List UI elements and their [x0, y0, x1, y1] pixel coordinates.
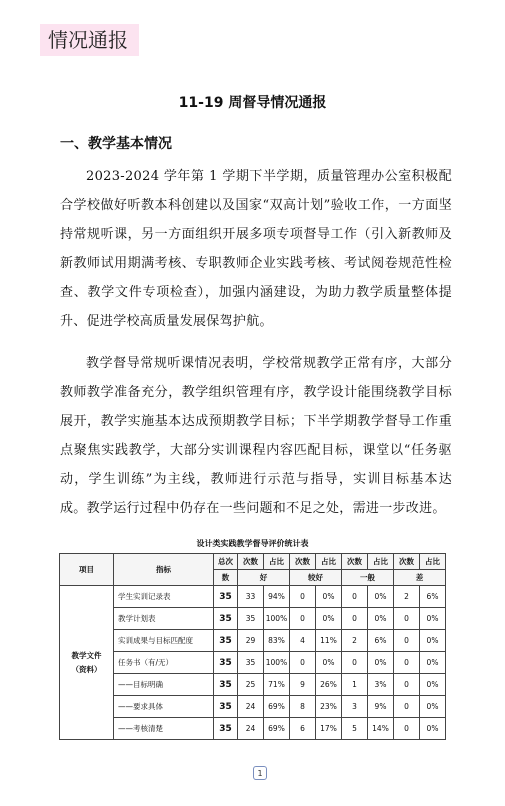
count-cell: 0	[290, 652, 316, 674]
ratio-cell: 0%	[316, 608, 342, 630]
count-cell: 24	[238, 718, 264, 740]
indicator-cell: 实训成果与目标匹配度	[114, 630, 214, 652]
ratio-cell: 83%	[264, 630, 290, 652]
ratio-cell: 17%	[316, 718, 342, 740]
table-row	[60, 674, 446, 696]
header-total: 总次	[214, 554, 238, 570]
header-count: 次数	[290, 554, 316, 570]
indicator-cell: 任务书（有/无）	[114, 652, 214, 674]
section-heading: 一、教学基本情况	[60, 136, 172, 152]
total-cell: 35	[214, 652, 238, 674]
count-cell: 0	[394, 674, 420, 696]
paragraph: 教学督导常规听课情况表明，学校常规教学正常有序，大部分教师教学准备充分，教学组织管理有序，教学设计能围绕教学目标展开，教学实施基本达成预期教学目标；下半学期教学督导工作重点聚焦实践教学，大部分实训课程内容匹配目标，课堂以“任务驱动，学生训练”为主线，教师进行示范与指导，实训目标基本达成。教学运行过程中仍存在一些问题和不足之处，需进一步改进。	[60, 356, 452, 516]
ratio-cell: 69%	[264, 718, 290, 740]
ratio-cell: 0%	[420, 674, 446, 696]
indicator-cell: 教学计划表	[114, 608, 214, 630]
ratio-cell: 14%	[368, 718, 394, 740]
count-cell: 35	[238, 608, 264, 630]
count-cell: 1	[342, 674, 368, 696]
evaluation-table	[59, 553, 446, 740]
ratio-cell: 6%	[368, 630, 394, 652]
count-cell: 33	[238, 586, 264, 608]
count-cell: 0	[394, 608, 420, 630]
table-caption: 设计类实践教学督导评价统计表	[196, 539, 309, 548]
header-ratio: 占比	[420, 554, 446, 570]
header-ratio: 占比	[264, 554, 290, 570]
category-cell	[60, 586, 114, 740]
count-cell: 4	[290, 630, 316, 652]
ratio-cell: 0%	[368, 608, 394, 630]
ratio-cell: 71%	[264, 674, 290, 696]
count-cell: 9	[290, 674, 316, 696]
total-cell: 35	[214, 674, 238, 696]
count-cell: 8	[290, 696, 316, 718]
ratio-cell: 3%	[368, 674, 394, 696]
table-row	[60, 630, 446, 652]
header-count: 次数	[238, 554, 264, 570]
header-poor: 差	[394, 570, 446, 586]
paragraph: 2023-2024 学年第 1 学期下半学期，质量管理办公室积极配合学校做好听教本科创建以及国家“双高计划”验收工作，一方面坚持常规听课，另一方面组织开展多项专项督导工作（引入新教师及新教师试用期满考核、专职教师企业实践考核、考试阅卷规范性检查、教学文件专项检查），加强内涵建设，为助力教学质量整体提升、促进学校高质量发展保驾护航。	[60, 169, 452, 329]
total-cell: 35	[214, 586, 238, 608]
header-tag: 情况通报	[40, 24, 139, 56]
count-cell: 24	[238, 696, 264, 718]
ratio-cell: 6%	[420, 586, 446, 608]
ratio-cell: 0%	[368, 652, 394, 674]
total-cell: 35	[214, 608, 238, 630]
total-cell: 35	[214, 718, 238, 740]
ratio-cell: 26%	[316, 674, 342, 696]
header-item: 项目	[60, 554, 114, 586]
indicator-cell: ——要求具体	[114, 696, 214, 718]
report-title: 11-19 周督导情况通报	[178, 95, 327, 111]
indicator-cell: ——考核清楚	[114, 718, 214, 740]
count-cell: 5	[342, 718, 368, 740]
header-total: 数	[214, 570, 238, 586]
header-average: 一般	[342, 570, 394, 586]
count-cell: 25	[238, 674, 264, 696]
table-row	[60, 608, 446, 630]
count-cell: 6	[290, 718, 316, 740]
header-ratio: 占比	[368, 554, 394, 570]
header-ratio: 占比	[316, 554, 342, 570]
table-row	[60, 718, 446, 740]
count-cell: 35	[238, 652, 264, 674]
count-cell: 0	[394, 696, 420, 718]
count-cell: 0	[394, 718, 420, 740]
count-cell: 3	[342, 696, 368, 718]
count-cell: 0	[290, 586, 316, 608]
total-cell: 35	[214, 696, 238, 718]
table-row	[60, 586, 446, 608]
count-cell: 0	[342, 608, 368, 630]
ratio-cell: 0%	[368, 586, 394, 608]
header-indicator: 指标	[114, 554, 214, 586]
ratio-cell: 100%	[264, 608, 290, 630]
ratio-cell: 0%	[420, 718, 446, 740]
count-cell: 0	[394, 652, 420, 674]
count-cell: 0	[290, 608, 316, 630]
count-cell: 0	[394, 630, 420, 652]
count-cell: 0	[342, 586, 368, 608]
count-cell: 29	[238, 630, 264, 652]
category-label: 教学文件	[71, 650, 102, 660]
category-label: （资料）	[71, 664, 102, 674]
table-row	[60, 652, 446, 674]
total-cell: 35	[214, 630, 238, 652]
indicator-cell: ——目标明确	[114, 674, 214, 696]
count-cell: 2	[394, 586, 420, 608]
ratio-cell: 9%	[368, 696, 394, 718]
ratio-cell: 0%	[316, 586, 342, 608]
ratio-cell: 94%	[264, 586, 290, 608]
header-good: 好	[238, 570, 290, 586]
page-number: 1	[253, 766, 267, 780]
indicator-cell: 学生实训记录表	[114, 586, 214, 608]
table-row	[60, 696, 446, 718]
ratio-cell: 0%	[420, 652, 446, 674]
ratio-cell: 100%	[264, 652, 290, 674]
ratio-cell: 23%	[316, 696, 342, 718]
count-cell: 2	[342, 630, 368, 652]
ratio-cell: 0%	[316, 652, 342, 674]
header-count: 次数	[394, 554, 420, 570]
ratio-cell: 69%	[264, 696, 290, 718]
ratio-cell: 11%	[316, 630, 342, 652]
ratio-cell: 0%	[420, 630, 446, 652]
header-count: 次数	[342, 554, 368, 570]
header-fairly-good: 较好	[290, 570, 342, 586]
count-cell: 0	[342, 652, 368, 674]
ratio-cell: 0%	[420, 696, 446, 718]
ratio-cell: 0%	[420, 608, 446, 630]
